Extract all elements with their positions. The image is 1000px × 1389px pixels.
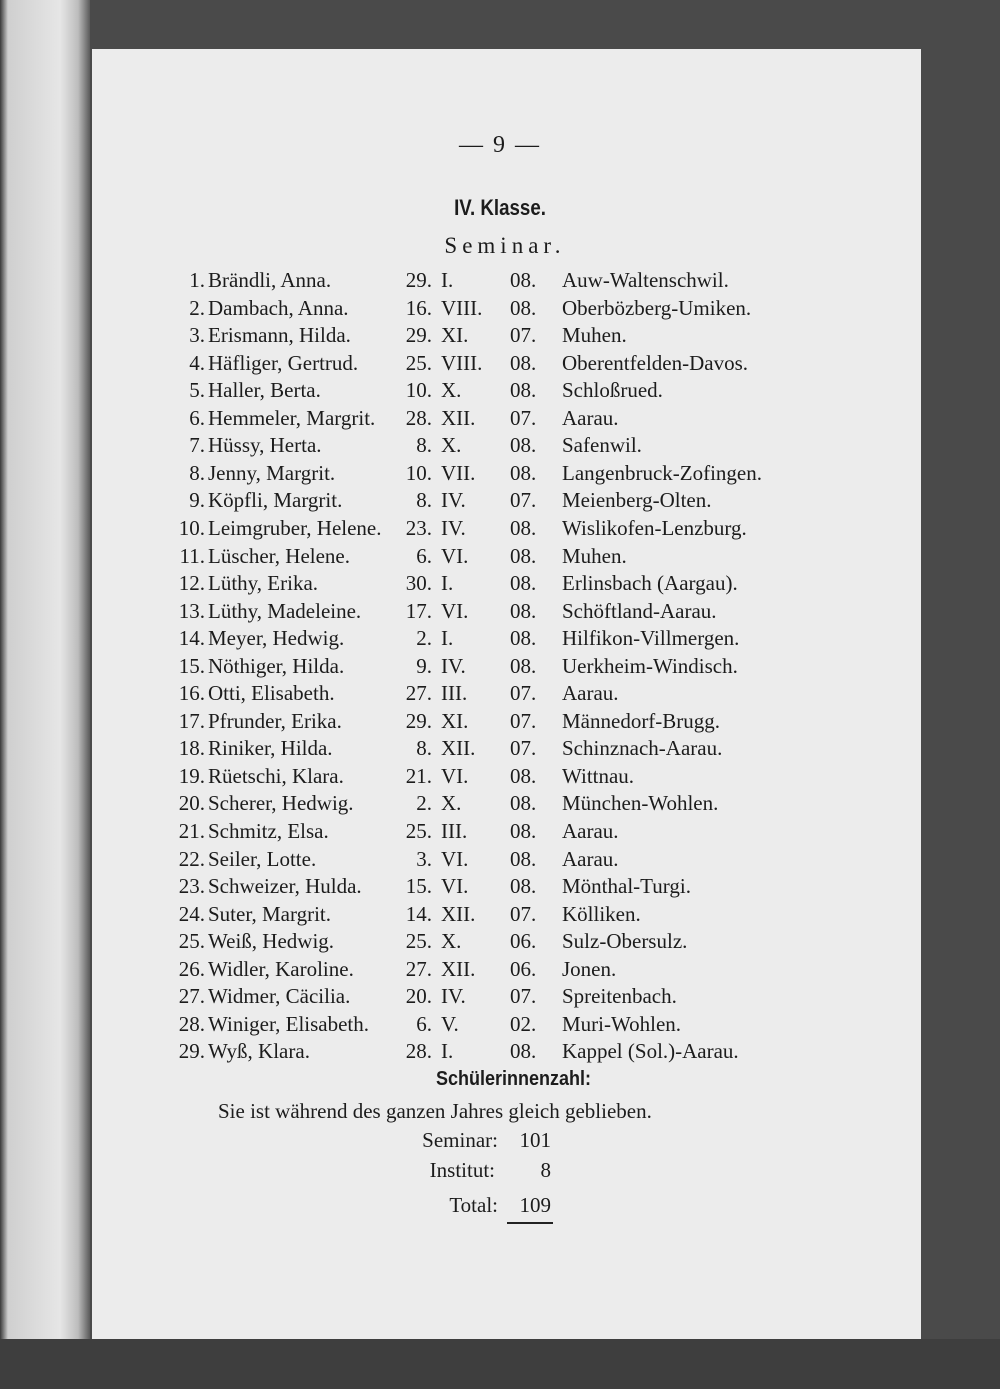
birth-day: 25.	[405, 819, 432, 843]
birth-month: XI.	[441, 323, 469, 348]
summary-seminar-row	[0, 1128, 1000, 1158]
birth-year: 08.	[510, 571, 537, 596]
home-place: Meienberg-Olten.	[562, 488, 712, 513]
student-number: 8.	[189, 460, 205, 485]
summary-title: Schülerinnenzahl:	[435, 1068, 592, 1090]
institut-count: 8	[540, 1158, 551, 1182]
birth-month: III.	[441, 681, 468, 706]
home-place: Kappel (Sol.)-Aarau.	[562, 1039, 739, 1064]
birth-day: 6.	[416, 543, 432, 568]
student-number: 4.	[189, 350, 205, 375]
student-number: 21.	[178, 819, 205, 843]
student-number: 18.	[178, 736, 205, 761]
birth-year: 08.	[510, 433, 537, 458]
student-number: 29.	[178, 1039, 205, 1064]
birth-day: 6.	[416, 1011, 432, 1036]
home-place: Muhen.	[562, 543, 627, 568]
birth-month: IV.	[441, 653, 466, 678]
home-place: Aarau.	[562, 405, 619, 430]
student-name: Häfliger, Gertrud.	[208, 350, 359, 375]
birth-month: XII.	[441, 405, 476, 430]
student-number: 25.	[178, 929, 205, 954]
home-place: Sulz-Obersulz.	[562, 929, 688, 954]
birth-month: V.	[441, 1011, 459, 1036]
birth-day: 8.	[416, 433, 432, 458]
birth-day: 27.	[405, 956, 432, 981]
home-place: Schloßrued.	[562, 378, 663, 403]
birth-year: 08.	[510, 515, 537, 540]
student-number: 15.	[178, 653, 205, 678]
student-number: 5.	[189, 378, 205, 403]
student-name: Köpfli, Margrit.	[208, 488, 343, 513]
student-number: 24.	[178, 901, 205, 926]
birth-year: 08.	[510, 791, 537, 816]
student-name: Wyß, Klara.	[208, 1039, 310, 1064]
student-row	[0, 624, 1000, 652]
student-name: Riniker, Hilda.	[208, 736, 333, 761]
seminar-count: 101	[519, 1128, 551, 1152]
student-name: Dambach, Anna.	[208, 295, 349, 320]
birth-day: 21.	[405, 763, 432, 788]
birth-day: 29.	[405, 268, 432, 292]
home-place: Wittnau.	[562, 763, 635, 788]
home-place: Langenbruck-Zofingen.	[562, 460, 763, 485]
student-name: Widmer, Cäcilia.	[208, 984, 351, 1009]
student-number: 9.	[189, 488, 205, 513]
birth-year: 08.	[510, 874, 537, 899]
birth-month: X.	[441, 378, 462, 403]
birth-year: 07.	[510, 681, 537, 706]
home-place: Oberbözberg-Umiken.	[562, 295, 752, 320]
home-place: Jonen.	[562, 956, 617, 981]
birth-year: 08.	[510, 846, 537, 871]
home-place: Kölliken.	[562, 901, 641, 926]
student-name: Schweizer, Hulda.	[208, 874, 362, 899]
birth-month: IV.	[441, 488, 466, 513]
student-row	[0, 569, 1000, 597]
birth-month: IV.	[441, 984, 466, 1009]
home-place: Hilfikon-Villmergen.	[562, 626, 740, 651]
student-number: 20.	[178, 791, 205, 816]
student-number: 2.	[189, 295, 205, 320]
birth-year: 08.	[510, 1039, 537, 1064]
birth-year: 07.	[510, 405, 537, 430]
student-name: Meyer, Hedwig.	[208, 626, 345, 651]
student-number: 23.	[178, 874, 205, 899]
birth-day: 28.	[405, 405, 432, 430]
birth-day: 29.	[405, 708, 432, 733]
birth-year: 07.	[510, 488, 537, 513]
student-number: 6.	[189, 405, 205, 430]
student-name: Haller, Berta.	[208, 378, 321, 403]
birth-day: 14.	[405, 901, 432, 926]
student-row	[0, 652, 1000, 680]
student-number: 26.	[178, 956, 205, 981]
student-number: 7.	[189, 433, 205, 458]
student-row	[0, 872, 1000, 900]
birth-month: VI.	[441, 846, 469, 871]
student-row	[0, 486, 1000, 514]
student-name: Weiß, Hedwig.	[208, 929, 335, 954]
birth-year: 08.	[510, 350, 537, 375]
birth-month: I.	[441, 626, 454, 651]
birth-month: VI.	[441, 763, 469, 788]
birth-day: 30.	[405, 571, 432, 596]
birth-day: 16.	[405, 295, 432, 320]
birth-month: XII.	[441, 956, 476, 981]
birth-year: 08.	[510, 460, 537, 485]
student-row	[0, 294, 1000, 322]
birth-day: 15.	[405, 874, 432, 899]
birth-day: 2.	[416, 791, 432, 816]
student-name: Suter, Margrit.	[208, 901, 332, 926]
summary-note: Sie ist während des ganzen Jahres gleich geblieben.	[218, 1099, 652, 1123]
birth-month: I.	[441, 1039, 454, 1064]
birth-year: 07.	[510, 984, 537, 1009]
section-title: Seminar.	[444, 233, 566, 258]
student-number: 12.	[178, 571, 205, 596]
student-name: Scherer, Hedwig.	[208, 791, 354, 816]
seminar-label: Seminar:	[422, 1128, 498, 1152]
student-name: Hüssy, Herta.	[208, 433, 322, 458]
birth-year: 07.	[510, 323, 537, 348]
home-place: Wislikofen-Lenzburg.	[562, 515, 747, 540]
birth-day: 25.	[405, 350, 432, 375]
birth-month: VI.	[441, 874, 469, 899]
birth-month: VII.	[441, 460, 476, 485]
student-row	[0, 734, 1000, 762]
total-underline	[507, 1222, 553, 1224]
student-number: 22.	[178, 846, 205, 871]
birth-year: 06.	[510, 956, 537, 981]
scan-background	[0, 1339, 1000, 1389]
student-name: Hemmeler, Margrit.	[208, 405, 376, 430]
home-place: Schinznach-Aarau.	[562, 736, 723, 761]
student-row	[0, 349, 1000, 377]
birth-year: 08.	[510, 268, 537, 292]
total-count: 109	[519, 1193, 551, 1217]
birth-day: 29.	[405, 323, 432, 348]
student-number: 16.	[178, 681, 205, 706]
student-name: Pfrunder, Erika.	[208, 708, 342, 733]
birth-month: IV.	[441, 515, 466, 540]
student-row	[0, 542, 1000, 570]
student-row	[0, 927, 1000, 955]
birth-month: III.	[441, 819, 468, 843]
home-place: Muri-Wohlen.	[562, 1011, 682, 1036]
home-place: Schöftland-Aarau.	[562, 598, 717, 623]
home-place: Aarau.	[562, 846, 619, 871]
home-place: Spreitenbach.	[562, 984, 677, 1009]
home-place: Safenwil.	[562, 433, 642, 458]
birth-month: XI.	[441, 708, 469, 733]
student-name: Lüthy, Erika.	[208, 571, 319, 596]
home-place: Erlinsbach (Aargau).	[562, 571, 738, 596]
birth-month: VIII.	[441, 295, 483, 320]
birth-day: 10.	[405, 378, 432, 403]
birth-year: 07.	[510, 708, 537, 733]
student-name: Schmitz, Elsa.	[208, 819, 329, 843]
student-row	[0, 376, 1000, 404]
birth-month: I.	[441, 571, 454, 596]
student-name: Nöthiger, Hilda.	[208, 653, 345, 678]
student-number: 17.	[178, 708, 205, 733]
birth-year: 07.	[510, 901, 537, 926]
student-number: 1.	[189, 268, 205, 292]
student-name: Jenny, Margrit.	[208, 460, 336, 485]
student-name: Leimgruber, Helene.	[208, 515, 382, 540]
birth-year: 08.	[510, 295, 537, 320]
birth-day: 2.	[416, 626, 432, 651]
birth-day: 27.	[405, 681, 432, 706]
birth-month: XII.	[441, 736, 476, 761]
birth-month: I.	[441, 268, 454, 292]
student-name: Lüthy, Madeleine.	[208, 598, 362, 623]
birth-month: VIII.	[441, 350, 483, 375]
birth-year: 02.	[510, 1011, 537, 1036]
birth-year: 07.	[510, 736, 537, 761]
birth-day: 17.	[405, 598, 432, 623]
birth-year: 06.	[510, 929, 537, 954]
student-row	[0, 1010, 1000, 1038]
institut-label: Institut:	[429, 1158, 495, 1182]
student-number: 13.	[178, 598, 205, 623]
student-row	[0, 955, 1000, 983]
student-row	[0, 789, 1000, 817]
student-number: 27.	[178, 984, 205, 1009]
student-row	[0, 1037, 1000, 1065]
student-name: Winiger, Elisabeth.	[208, 1011, 370, 1036]
student-name: Erismann, Hilda.	[208, 323, 351, 348]
birth-day: 3.	[416, 846, 432, 871]
birth-month: XII.	[441, 901, 476, 926]
home-place: Uerkheim-Windisch.	[562, 653, 738, 678]
student-name: Widler, Karoline.	[208, 956, 354, 981]
birth-month: VI.	[441, 543, 469, 568]
home-place: Aarau.	[562, 681, 619, 706]
student-row	[0, 845, 1000, 873]
student-number: 14.	[178, 626, 205, 651]
home-place: Männedorf-Brugg.	[562, 708, 721, 733]
summary-total-row	[0, 1193, 1000, 1223]
student-row	[0, 679, 1000, 707]
birth-year: 08.	[510, 819, 537, 843]
birth-day: 25.	[405, 929, 432, 954]
student-row	[0, 707, 1000, 735]
home-place: Muhen.	[562, 323, 627, 348]
birth-month: X.	[441, 929, 462, 954]
student-number: 10.	[178, 515, 205, 540]
total-label: Total:	[449, 1193, 498, 1217]
student-name: Lüscher, Helene.	[208, 543, 351, 568]
student-row	[0, 431, 1000, 459]
student-name: Brändli, Anna.	[208, 268, 332, 292]
birth-year: 08.	[510, 598, 537, 623]
student-row	[0, 459, 1000, 487]
birth-month: X.	[441, 791, 462, 816]
home-place: Auw-Waltenschwil.	[562, 268, 729, 292]
student-number: 11.	[179, 543, 205, 568]
student-row	[0, 404, 1000, 432]
page-number: — 9 —	[459, 132, 541, 158]
birth-year: 08.	[510, 653, 537, 678]
student-row	[0, 817, 1000, 845]
home-place: Aarau.	[562, 819, 619, 843]
birth-day: 8.	[416, 488, 432, 513]
birth-day: 9.	[416, 653, 432, 678]
student-name: Seiler, Lotte.	[208, 846, 317, 871]
student-row	[0, 266, 1000, 294]
student-name: Otti, Elisabeth.	[208, 681, 335, 706]
student-number: 28.	[178, 1011, 205, 1036]
student-number: 3.	[189, 323, 205, 348]
summary-institut-row	[0, 1158, 1000, 1188]
student-row	[0, 762, 1000, 790]
student-number: 19.	[178, 763, 205, 788]
birth-year: 08.	[510, 543, 537, 568]
birth-year: 08.	[510, 378, 537, 403]
birth-year: 08.	[510, 763, 537, 788]
student-name: Rüetschi, Klara.	[208, 763, 344, 788]
birth-year: 08.	[510, 626, 537, 651]
home-place: München-Wohlen.	[562, 791, 719, 816]
student-row	[0, 597, 1000, 625]
student-row	[0, 900, 1000, 928]
birth-day: 23.	[405, 515, 432, 540]
student-row	[0, 982, 1000, 1010]
student-row	[0, 514, 1000, 542]
class-title: IV. Klasse.	[454, 195, 546, 220]
birth-day: 20.	[405, 984, 432, 1009]
birth-day: 8.	[416, 736, 432, 761]
birth-month: X.	[441, 433, 462, 458]
home-place: Mönthal-Turgi.	[562, 874, 691, 899]
birth-day: 10.	[405, 460, 432, 485]
student-row	[0, 321, 1000, 349]
home-place: Oberentfelden-Davos.	[562, 350, 749, 375]
birth-month: VI.	[441, 598, 469, 623]
birth-day: 28.	[405, 1039, 432, 1064]
